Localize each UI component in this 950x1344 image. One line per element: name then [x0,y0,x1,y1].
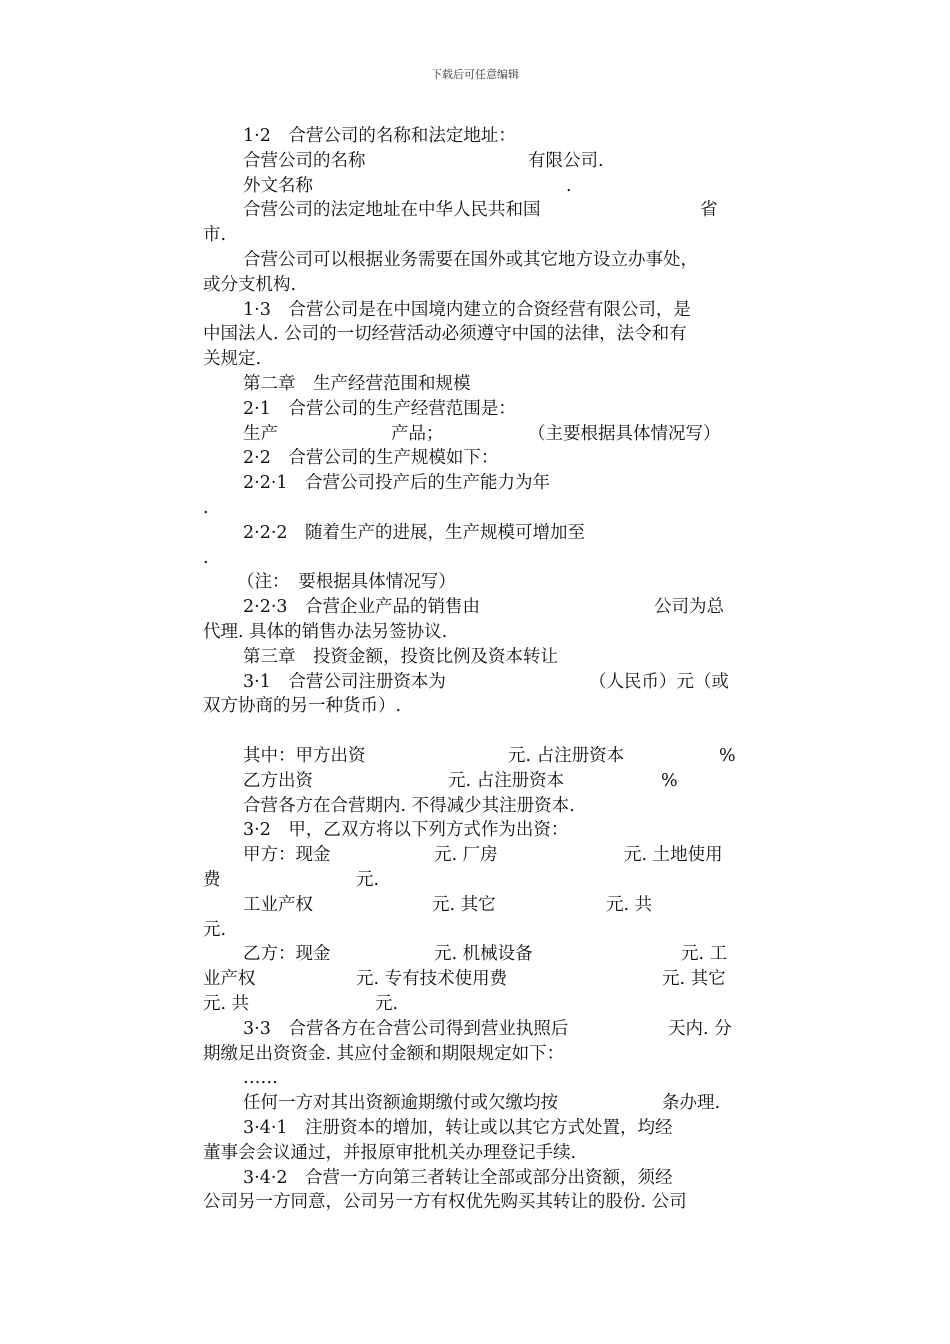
text-line-22-seg-0: 3·1 合营公司注册资本为 [243,671,446,692]
text-line-25-seg-1: 元. 占注册资本 [508,746,625,766]
text-line-34-seg-0: 业产权 [203,969,256,990]
text-line-1-seg-0: 合营公司的名称 [243,150,366,171]
text-line-41-seg-0: 董事会会议通过，并报原审批机关办理登记手续. [203,1142,577,1163]
text-line-8-seg-0: 中国法人. 公司的一切经营活动必须遵守中国的法律，法令和有 [203,324,687,345]
text-line-31-seg-0: 工业产权 [243,894,313,915]
text-line-31-seg-2: 元. 共 [606,894,653,915]
text-line-13-seg-0: 2·2 合营公司的生产规模如下： [243,448,499,469]
text-line-25-seg-0: 其中：甲方出资 [243,746,366,766]
text-line-10-seg-0: 第二章 生产经营范围和规模 [243,374,471,394]
text-line-12-seg-0: 生产 [243,423,278,444]
text-line-42-seg-0: 3·4·2 合营一方向第三者转让全部或部分出资额，须经 [243,1167,673,1188]
text-line-9-seg-0: 关规定. [203,349,262,370]
text-line-0-seg-0: 1·2 合营公司的名称和法定地址： [243,126,516,146]
text-line-5-seg-0: 合营公司可以根据业务需要在国外或其它地方设立办事处， [243,250,698,270]
text-line-23-seg-0: 双方协商的另一种货币）. [203,696,402,717]
text-line-28-seg-0: 3·2 甲，乙双方将以下列方式作为出资： [243,820,569,841]
text-line-31-seg-1: 元. 其它 [432,894,496,915]
text-line-15-seg-0: . [203,498,209,518]
text-line-26-seg-2: % [661,770,678,791]
text-line-35-seg-1: 元. [375,994,399,1014]
text-line-6-seg-0: 或分支机构. [203,274,297,295]
text-line-39-seg-0: 任何一方对其出资额逾期缴付或欠缴均按 [243,1093,558,1114]
text-line-7-seg-0: 1·3 合营公司是在中国境内建立的合资经营有限公司，是 [243,299,691,320]
text-line-2-seg-0: 外文名称 [243,175,313,196]
text-line-14-seg-0: 2·2·1 合营公司投产后的生产能力为年 [243,473,551,494]
text-line-26-seg-1: 元. 占注册资本 [448,770,565,791]
text-line-27-seg-0: 合营各方在合营期内. 不得减少其注册资本. [243,795,575,816]
text-line-20-seg-0: 代理. 具体的销售办法另签协议. [203,622,448,642]
text-line-35-seg-0: 元. 共 [203,994,250,1014]
text-line-36-seg-1: 天内. 分 [668,1018,732,1039]
text-line-38-seg-0: …… [243,1068,278,1089]
page-header: 下载后可任意编辑 [431,68,519,81]
text-line-2-seg-1: . [566,175,572,196]
text-line-34-seg-1: 元. 专有技术使用费 [356,969,508,990]
text-line-37-seg-0: 期缴足出资资金. 其应付金额和期限规定如下： [203,1043,565,1064]
text-line-12-seg-1: 产品； [391,423,444,444]
text-line-30-seg-1: 元. [356,870,380,890]
text-line-40-seg-0: 3·4·1 注册资本的增加，转让或以其它方式处置，均经 [243,1118,673,1138]
text-line-3-seg-0: 合营公司的法定地址在中华人民共和国 [243,200,541,221]
text-line-11-seg-0: 2·1 合营公司的生产经营范围是： [243,398,516,419]
text-line-18-seg-0: （注： 要根据具体情况写） [237,572,456,593]
text-line-21-seg-0: 第三章 投资金额，投资比例及资本转让 [243,646,558,667]
text-line-39-seg-1: 条办理. [662,1093,721,1114]
text-line-3-seg-1: 省 [700,200,718,221]
text-line-29-seg-0: 甲方：现金 [243,845,331,866]
text-line-30-seg-0: 费 [203,870,221,890]
text-line-25-seg-2: % [719,746,736,766]
text-line-22-seg-1: （人民币）元（或 [589,671,729,692]
text-line-16-seg-0: 2·2·2 随着生产的进展，生产规模可增加至 [243,522,586,543]
text-line-36-seg-0: 3·3 合营各方在合营公司得到营业执照后 [243,1018,569,1039]
text-line-19-seg-0: 2·2·3 合营企业产品的销售由 [243,597,481,618]
text-line-34-seg-2: 元. 其它 [662,969,726,990]
text-line-29-seg-2: 元. 土地使用 [624,845,723,866]
text-line-26-seg-0: 乙方出资 [243,770,313,791]
text-line-32-seg-0: 元. [203,919,227,940]
text-line-12-seg-2: （主要根据具体情况写） [528,423,721,444]
text-line-29-seg-1: 元. 厂房 [434,845,498,866]
text-line-19-seg-1: 公司为总 [654,597,724,618]
text-line-33-seg-0: 乙方：现金 [243,944,331,965]
text-line-4-seg-0: 市. [203,225,227,246]
text-line-17-seg-0: . [203,547,209,568]
text-line-33-seg-1: 元. 机械设备 [434,944,533,965]
text-line-43-seg-0: 公司另一方同意，公司另一方有权优先购买其转让的股份. 公司 [203,1192,687,1213]
text-line-1-seg-1: 有限公司. [528,150,604,171]
text-line-33-seg-2: 元. 工 [681,944,728,965]
